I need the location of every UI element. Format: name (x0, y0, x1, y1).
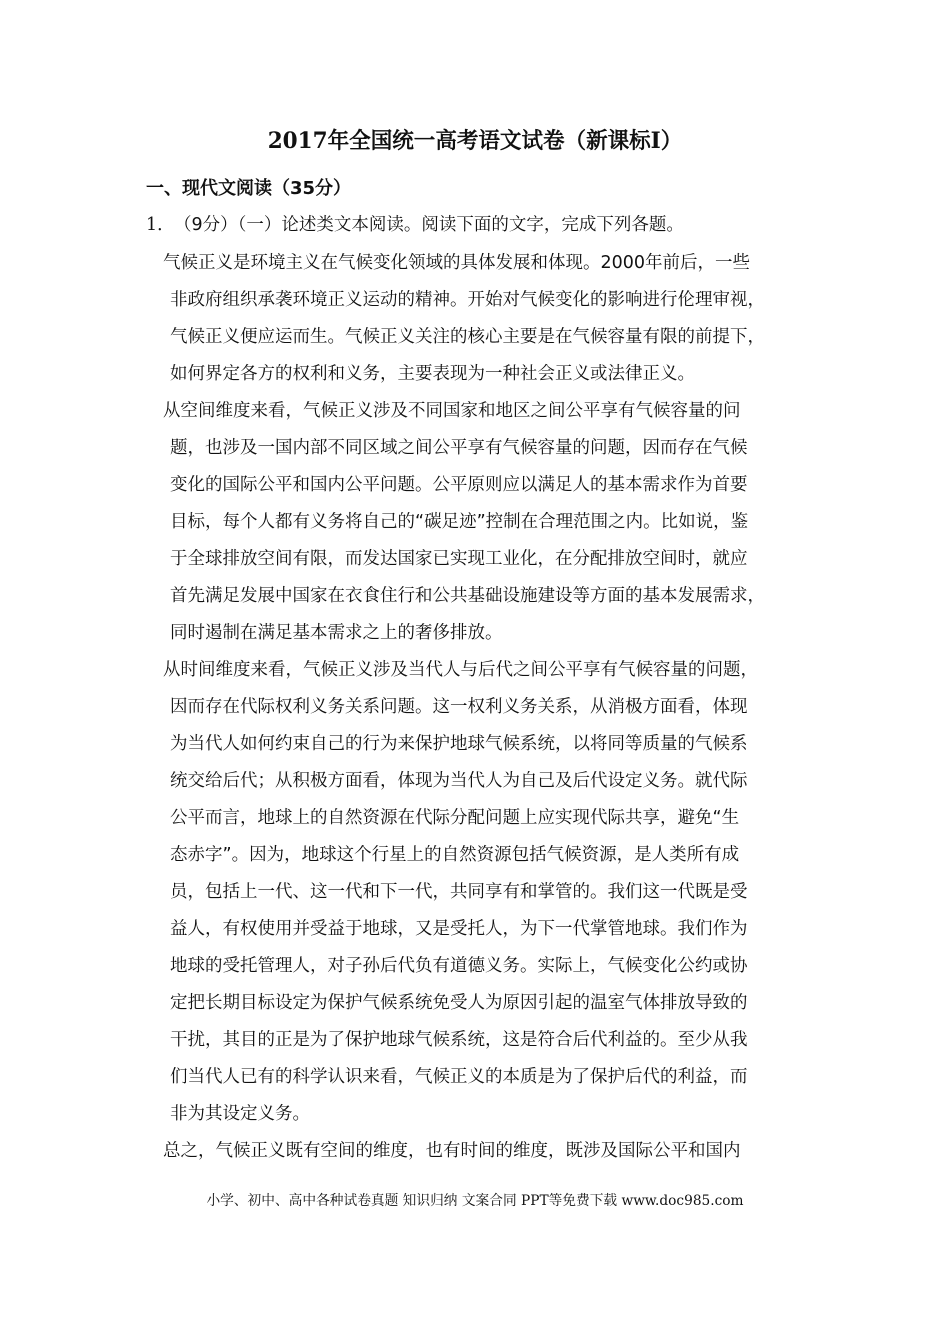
passage-line: 从时间维度来看，气候正义涉及当代人与后代之间公平享有气候容量的问题， (163, 660, 758, 680)
passage-line: 非为其设定义务。 (170, 1104, 310, 1124)
page-title: 2017年全国统一高考语文试卷（新课标I） (267, 128, 683, 154)
passage-line: 员，包括上一代、这一代和下一代，共同享有和掌管的。我们这一代既是受 (170, 882, 748, 902)
passage-line: 从空间维度来看，气候正义涉及不同国家和地区之间公平享有气候容量的问 (163, 401, 741, 421)
passage-line: 公平而言，地球上的自然资源在代际分配问题上应实现代际共享，避免“生 (170, 808, 740, 828)
passage-line: 定把长期目标设定为保护气候系统免受人为原因引起的温室气体排放导致的 (170, 993, 748, 1013)
question-prompt (146, 212, 684, 238)
passage-line: 题，也涉及一国内部不同区域之间公平享有气候容量的问题，因而存在气候 (170, 438, 748, 458)
footer-watermark: 小学、初中、高中各种试卷真题 知识归纳 文案合同 PPT等免费下载 www.doc985.com (206, 1193, 744, 1209)
question-text: （9分）（一）论述类文本阅读。阅读下面的文字，完成下列各题。 (174, 215, 684, 235)
passage-line: 气候正义便应运而生。气候正义关注的核心主要是在气候容量有限的前提下， (170, 327, 765, 347)
passage-line: 目标，每个人都有义务将自己的“碳足迹”控制在合理范围之内。比如说，鉴 (170, 512, 749, 532)
passage-line: 统交给后代；从积极方面看，体现为当代人为自己及后代设定义务。就代际 (170, 771, 748, 791)
question-number: 1． (146, 215, 175, 235)
passage-line: 如何界定各方的权利和义务，主要表现为一种社会正义或法律正义。 (170, 364, 695, 384)
section-heading: 一、现代文阅读（35分） (146, 178, 352, 199)
passage-line: 非政府组织承袭环境正义运动的精神。开始对气候变化的影响进行伦理审视， (170, 290, 765, 310)
passage-line: 总之，气候正义既有空间的维度，也有时间的维度，既涉及国际公平和国内 (163, 1141, 741, 1161)
passage-line: 气候正义是环境主义在气候变化领域的具体发展和体现。2000年前后，一些 (163, 253, 751, 273)
passage-line: 干扰，其目的正是为了保护地球气候系统，这是符合后代利益的。至少从我 (170, 1030, 748, 1050)
passage-line: 变化的国际公平和国内公平问题。公平原则应以满足人的基本需求作为首要 (170, 475, 748, 495)
passage-line: 为当代人如何约束自己的行为来保护地球气候系统，以将同等质量的气候系 (170, 734, 748, 754)
passage-line: 益人，有权使用并受益于地球，又是受托人，为下一代掌管地球。我们作为 (170, 919, 748, 939)
passage-line: 地球的受托管理人，对子孙后代负有道德义务。实际上，气候变化公约或协 (170, 956, 748, 976)
passage-line: 首先满足发展中国家在衣食住行和公共基础设施建设等方面的基本发展需求， (170, 586, 765, 606)
passage-line: 态赤字”。因为，地球这个行星上的自然资源包括气候资源，是人类所有成 (170, 845, 740, 865)
passage-line: 于全球排放空间有限，而发达国家已实现工业化，在分配排放空间时，就应 (170, 549, 748, 569)
passage-line: 因而存在代际权利义务关系问题。这一权利义务关系，从消极方面看，体现 (170, 697, 748, 717)
passage-line: 同时遏制在满足基本需求之上的奢侈排放。 (170, 623, 503, 643)
passage-line: 们当代人已有的科学认识来看，气候正义的本质是为了保护后代的利益，而 (170, 1067, 748, 1087)
